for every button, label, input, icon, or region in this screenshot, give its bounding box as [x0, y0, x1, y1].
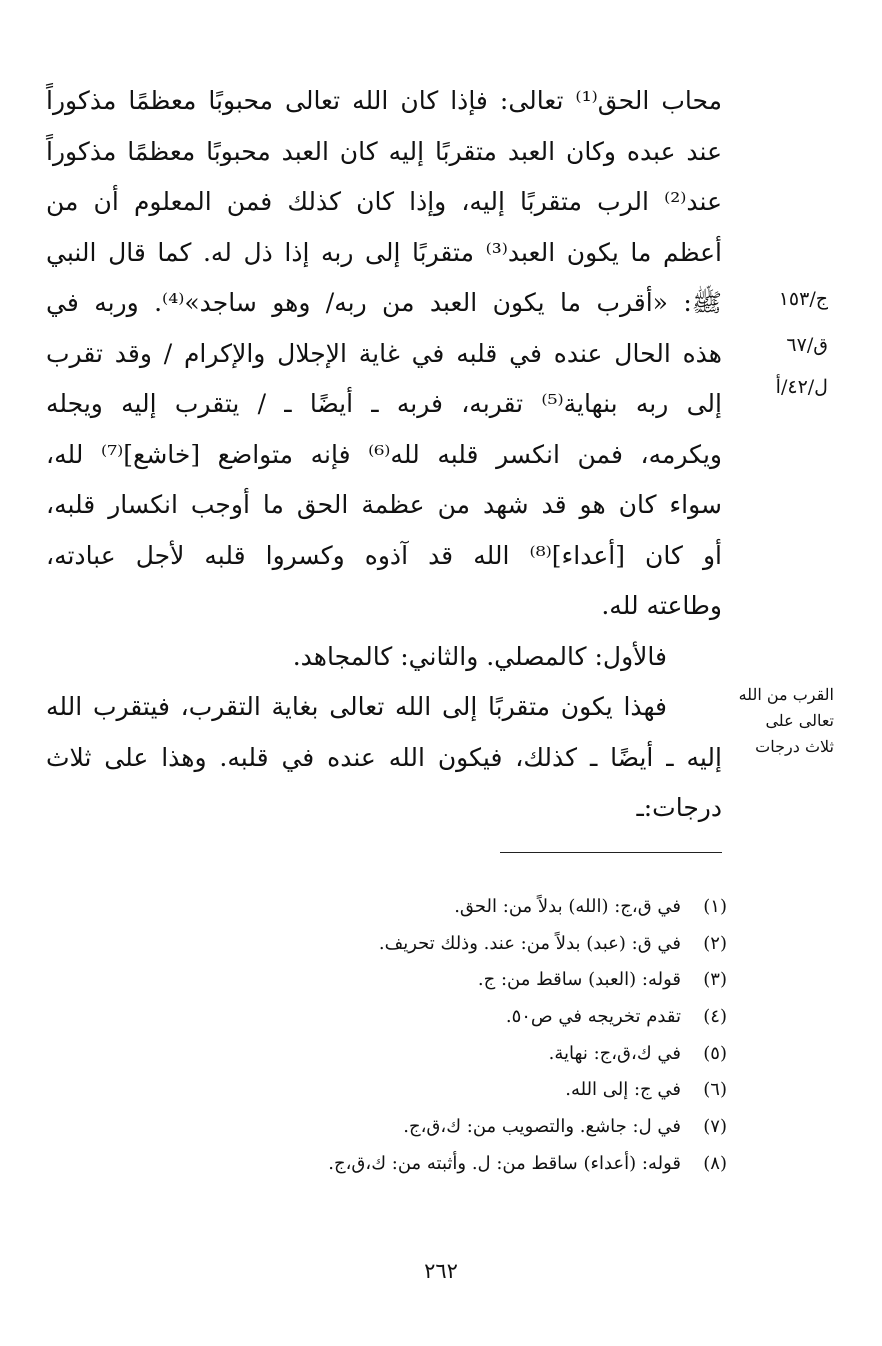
text-line: أعظم ما يكون العبد⁽³⁾ متقربًا إلى ربه إذا ذل له. كما قال النبي: [46, 237, 723, 267]
footnote-number: (٨): [703, 1152, 727, 1174]
footnote: [200, 1036, 727, 1073]
footnote-divider: [500, 852, 722, 853]
page-number: ٢٦٢: [424, 1259, 458, 1283]
text-line: إلى ربه بنهاية⁽⁵⁾ تقربه، فربه ـ أيضًا ـ / يتقرب إليه ويجله: [46, 389, 722, 418]
text-line: سواء كان هو قد شهد من عظمة الحق ما أوجب انكسار قلبه،: [46, 490, 722, 519]
footnote-text: في ق،ج: (الله) بدلاً من: الحق.: [454, 896, 681, 917]
text-line: عند عبده وكان العبد متقربًا إليه كان العبد محبوبًا معظمًا مذكوراً: [46, 136, 722, 166]
footnote: [200, 1072, 727, 1109]
footnote: [200, 889, 727, 926]
footnote-number: (٢): [703, 932, 727, 954]
text-line: هذه الحال عنده في قلبه في غاية الإجلال والإكرام / وقد تقرب: [46, 338, 722, 368]
text-line: وطاعته لله.: [601, 591, 722, 620]
footnote-text: في ك،ق،ج: نهاية.: [548, 1042, 681, 1064]
text-line: محاب الحق⁽¹⁾ تعالى: فإذا كان الله تعالى محبوبًا معظمًا مذكوراً: [46, 86, 722, 115]
text-line: إليه ـ أيضًا ـ كذلك، فيكون الله عنده في قلبه. وهذا على ثلاث: [46, 742, 722, 772]
footnote-number: (١): [703, 896, 727, 917]
footnote-number: (٤): [703, 1006, 727, 1028]
footnote-number: (٦): [703, 1079, 727, 1101]
footnote-number: (٥): [703, 1042, 727, 1064]
side-note-line: تعالى على: [765, 711, 834, 730]
footnote: [200, 962, 727, 999]
side-note-line: ثلاث درجات: [755, 737, 834, 756]
manuscript-ref-jim: ج/١٥٣: [778, 288, 828, 310]
side-note: [734, 682, 834, 760]
footnote-text: في ل: جاشع. والتصويب من: ك،ق،ج.: [403, 1116, 681, 1138]
footnote: [200, 999, 727, 1036]
footnote-text: تقدم تخريجه في ص٥٠.: [505, 1006, 681, 1028]
text-line: أو كان [أعداء]⁽⁸⁾ الله قد آذوه وكسروا قلبه لأجل عبادته،: [46, 540, 722, 570]
footnote-number: (٣): [703, 969, 727, 991]
text-line: فهذا يكون متقربًا إلى الله تعالى بغاية التقرب، فيتقرب الله: [46, 692, 667, 721]
manuscript-ref-qaf: ق/٦٧: [786, 334, 828, 356]
manuscript-ref-lam: ل/٤٢/أ: [775, 376, 828, 398]
footnote-number: (٧): [703, 1116, 727, 1138]
text-line-hadith: ﷺ: «أقرب ما يكون العبد من ربه/ وهو ساجد»⁽⁴⁾. وربه في: [46, 288, 722, 317]
text-line: ويكرمه، فمن انكسر قلبه لله⁽⁶⁾ فإنه متواضع [خاشع]⁽⁷⁾ لله،: [46, 439, 722, 469]
side-note-line: القرب من الله: [738, 685, 834, 704]
main-text-body: [46, 76, 722, 834]
footnote: [200, 926, 727, 963]
paragraph-2: فالأول: كالمصلي. والثاني: كالمجاهد.: [292, 641, 667, 671]
footnote-text: في ق: (عبد) بدلاً من: عند. وذلك تحريف.: [378, 932, 681, 954]
footnote-text: قوله: (العبد) ساقط من: ج.: [477, 969, 681, 991]
footnote-text: في ج: إلى الله.: [565, 1079, 681, 1101]
footnote: [200, 1109, 727, 1146]
footnote-text: قوله: (أعداء) ساقط من: ل. وأثبته من: ك،ق،ج.: [328, 1152, 681, 1174]
text-line: درجات:ـ: [636, 793, 722, 822]
footnote: [200, 1146, 727, 1183]
footnotes: [200, 889, 727, 1183]
text-line: عند⁽²⁾ الرب متقربًا إليه، وإذا كان كذلك فمن المعلوم أن من: [46, 187, 722, 216]
